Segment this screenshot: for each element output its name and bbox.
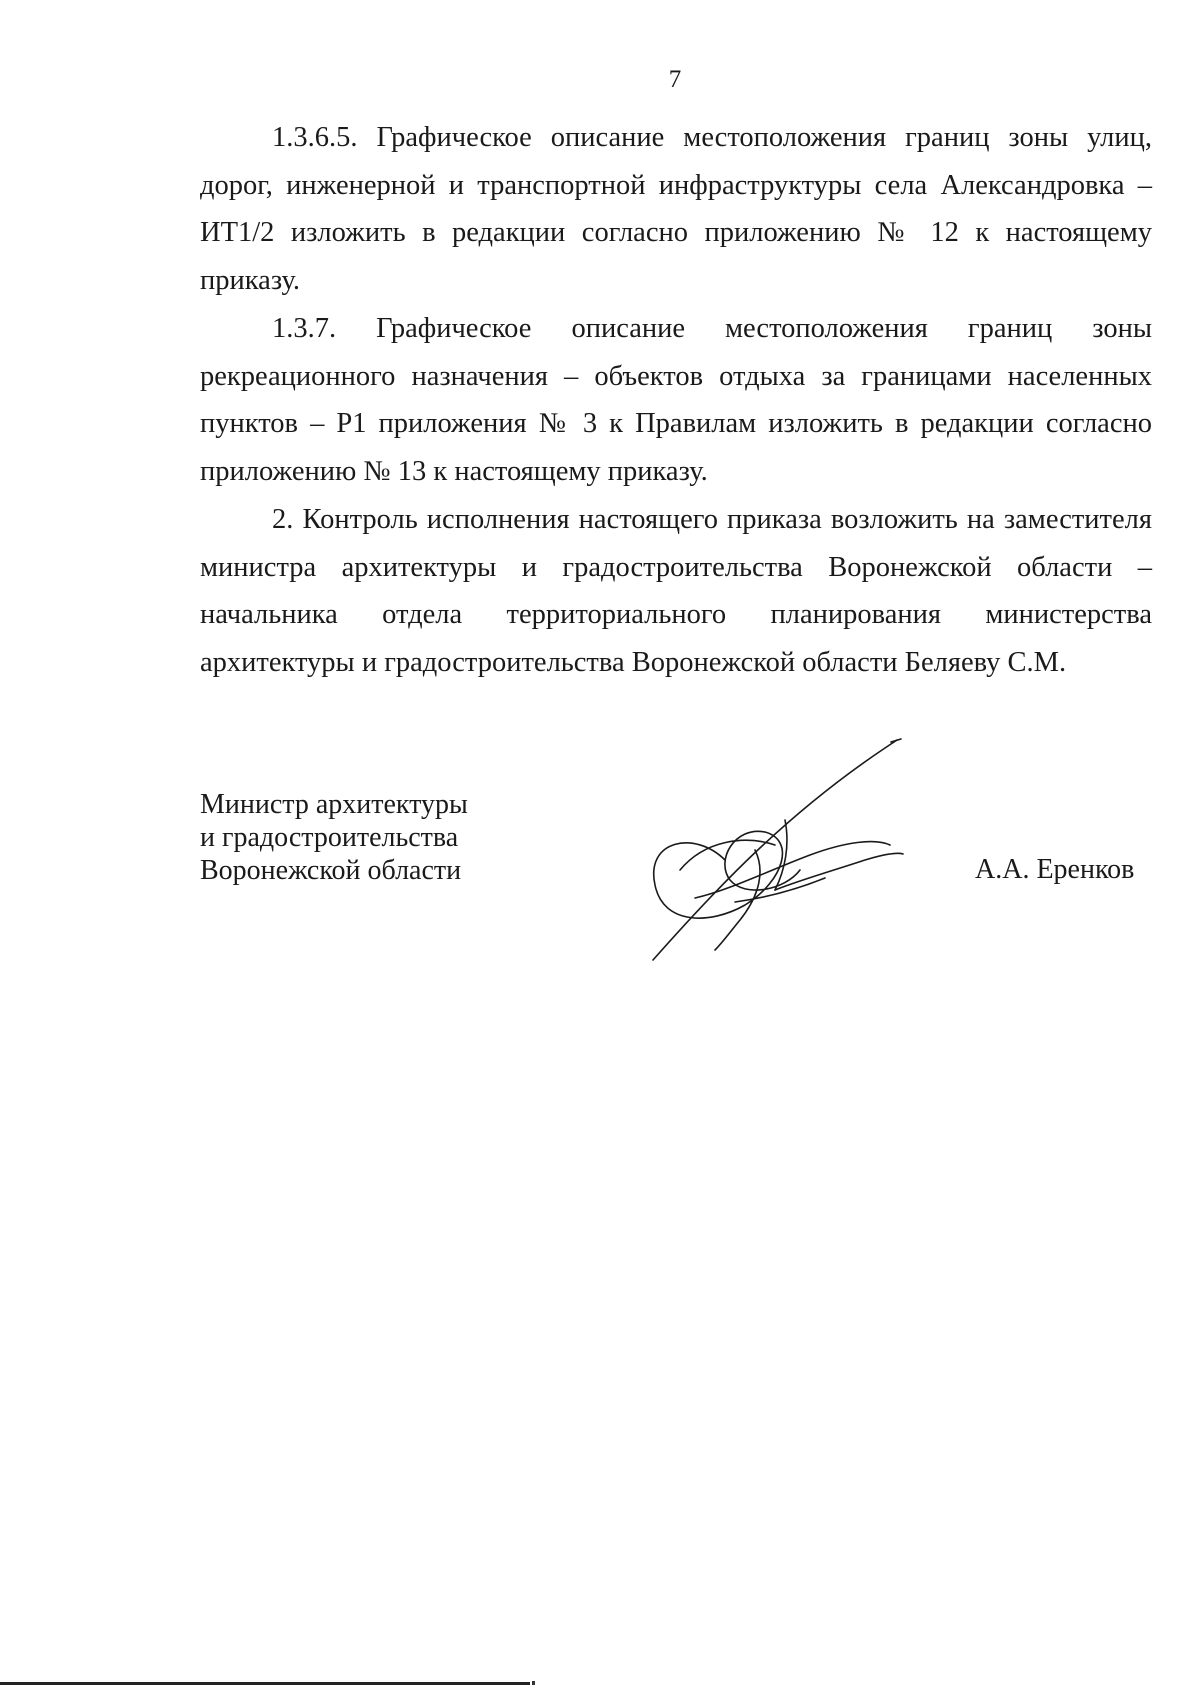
page-number: 7 xyxy=(668,66,682,93)
handwritten-signature xyxy=(635,720,965,965)
paragraph-1-3-6-5: 1.3.6.5. Графическое описание местоположения границ зоны улиц, дорог, инженерной и транспортной инфраструктуры села Александровка – ИТ1/2 изложить в редакции согласно приложению № 12 к настоящему приказу. xyxy=(200,122,1152,296)
paragraph-2: 2. Контроль исполнения настоящего приказа возложить на заместителя министра архитектуры и градостроительства Воронежской области – начальника отдела территориального планирования министерства архитектуры и градостроительства Воронежской области Беляеву С.М. xyxy=(200,504,1152,678)
signer-name: А.А. Еренков xyxy=(975,854,1135,885)
signatory-title-line-3: Воронежской области xyxy=(200,855,462,886)
document-body xyxy=(200,114,1152,687)
paragraph-1-3-7: 1.3.7. Графическое описание местоположения границ зоны рекреационного назначения – объектов отдыха за границами населенных пунктов – Р1 приложения № 3 к Правилам изложить в редакции согласно приложению № 13 к настоящему приказу. xyxy=(200,313,1152,487)
signatory-title xyxy=(200,788,468,887)
footer-rule-mark xyxy=(532,1681,535,1685)
footer-rule xyxy=(0,1682,530,1685)
signatory-title-line-2: и градостроительства xyxy=(200,822,459,853)
signatory-title-line-1: Министр архитектуры xyxy=(200,789,468,820)
